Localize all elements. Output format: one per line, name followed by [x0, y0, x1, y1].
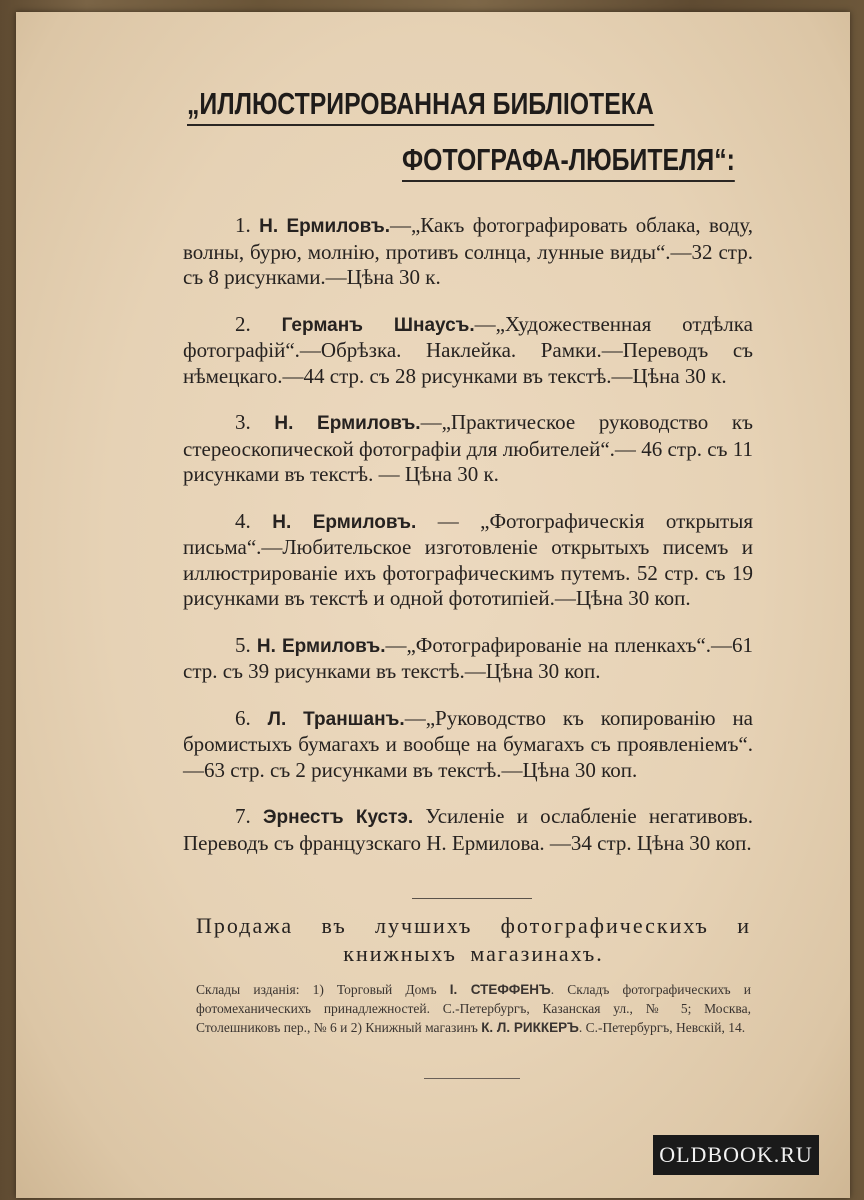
entry-text: Усиленіе и ослабленіе негативовъ. Переводъ съ французскаго Н. Ермилова. —34 стр. Цѣна 30 коп. [183, 804, 753, 855]
divider-rule-bottom [424, 1078, 520, 1079]
book-entry-3: 3. Н. Ермиловъ.—„Практическое руководство къ стереоскопической фотографіи для любителей“.— 46 стр. съ 11 рисунками въ текстѣ. — Цѣна 30 к. [183, 410, 753, 486]
series-title-line-1: „ИЛЛЮСТРИРОВАННАЯ БИБЛІОТЕКА [50, 86, 667, 122]
sale-notice: Продажа въ лучшихъ фотографическихъ и книжныхъ магазинахъ. [196, 913, 751, 966]
firm-name-rikker: К. Л. РИККЕРЪ [481, 1020, 579, 1035]
watermark-badge: OLDBOOK.RU [653, 1135, 819, 1175]
entry-author: Н. Ермиловъ. [274, 413, 421, 434]
book-entry-4: 4. Н. Ермиловъ. — „Фотографическія открытыя письма“.—Любительское изготовленіе открытыхъ писемъ и иллюстрированіе ихъ фотографическимъ путемъ. 52 стр. съ 19 рисунками въ текстѣ и одной фототипіей.—Цѣна 30 коп. [183, 508, 753, 610]
book-entry-6: 6. Л. Траншанъ.—„Руководство къ копированію на бромистыхъ бумагахъ и вообще на бумагахъ съ проявленіемъ“.—63 стр. съ 2 рисунками въ текстѣ.—Цѣна 30 коп. [183, 705, 754, 782]
entry-author: Эрнестъ Кустэ. [262, 807, 414, 828]
warehouse-notice: Склады изданія: 1) Торговый Домъ I. СТЕФФЕНЪ. Складъ фотографическихъ и фотомеханическихъ принадлежностей. С.-Петербургъ, Казанская ул., № 5; Москва, Столешниковъ пер., № 6 и 2) Книжный магазинъ К. Л. РИККЕРЪ. С.-Петербургъ, Невскій, 14. [196, 982, 751, 1035]
entry-text: —„Фотографированіе на пленкахъ“.—61 стр. съ 39 рисунками въ текстѣ.—Цѣна 30 коп. [183, 632, 753, 683]
book-entry-2: 2. Германъ Шнаусъ.—„Художественная отдѣлка фотографій“.—Обрѣзка. Наклейка. Рамки.—Переводъ съ нѣмецкаго.—44 стр. съ 28 рисунками въ текстѣ.—Цѣна 30 к. [183, 311, 753, 388]
entry-text: —„Какъ фотографировать облака, воду, волны, бурю, молнію, противъ солнца, лунные виды“.—32 стр. съ 8 рисунками.—Цѣна 30 к. [183, 213, 754, 289]
entry-text: —„Руководство къ копированію на бромистыхъ бумагахъ и вообще на бумагахъ съ проявленіемъ“.—63 стр. съ 2 рисунками въ текстѣ.—Цѣна 30 коп. [183, 705, 754, 782]
book-entry-7: 7. Эрнестъ Кустэ. Усиленіе и ослабленіе негативовъ. Переводъ съ французскаго Н. Ермилова. —34 стр. Цѣна 30 коп. [183, 804, 753, 855]
entry-text: —„Художественная отдѣлка фотографій“.—Обрѣзка. Наклейка. Рамки.—Переводъ съ нѣмецкаго.—44 стр. съ 28 рисунками въ текстѣ.—Цѣна 30 к. [183, 311, 753, 388]
firm-name-steffen: I. СТЕФФЕНЪ [449, 982, 551, 997]
divider-rule [412, 898, 532, 899]
document-page [16, 12, 850, 1198]
entry-author: Германъ Шнаусъ. [281, 314, 475, 336]
book-entry-1: 1. Н. Ермиловъ.—„Какъ фотографировать облака, воду, волны, бурю, молнію, противъ солнца, лунные виды“.—32 стр. съ 8 рисунками.—Цѣна 30 к. [183, 213, 754, 289]
entry-author: Н. Ермиловъ. [272, 511, 417, 533]
series-title-line-2: ФОТОГРАФА-ЛЮБИТЕЛЯ“: [93, 142, 762, 178]
entry-author: Н. Ермиловъ. [259, 216, 390, 237]
entry-text: —„Практическое руководство къ стереоскопической фотографіи для любителей“.— 46 стр. съ 11 рисунками въ текстѣ. — Цѣна 30 к. [183, 410, 753, 486]
entry-author: Н. Ермиловъ. [256, 635, 386, 657]
entry-author: Л. Траншанъ. [267, 708, 405, 730]
entry-text: — „Фотографическія открытыя письма“.—Любительское изготовленіе открытыхъ писемъ и иллюстрированіе ихъ фотографическимъ путемъ. 52 стр. съ 19 рисунками въ текстѣ и одной фототипіей.—Цѣна 30 коп. [183, 508, 753, 610]
book-list [183, 192, 753, 870]
book-entry-5: 5. Н. Ермиловъ.—„Фотографированіе на пленкахъ“.—61 стр. съ 39 рисунками въ текстѣ.—Цѣна 30 коп. [183, 632, 753, 683]
